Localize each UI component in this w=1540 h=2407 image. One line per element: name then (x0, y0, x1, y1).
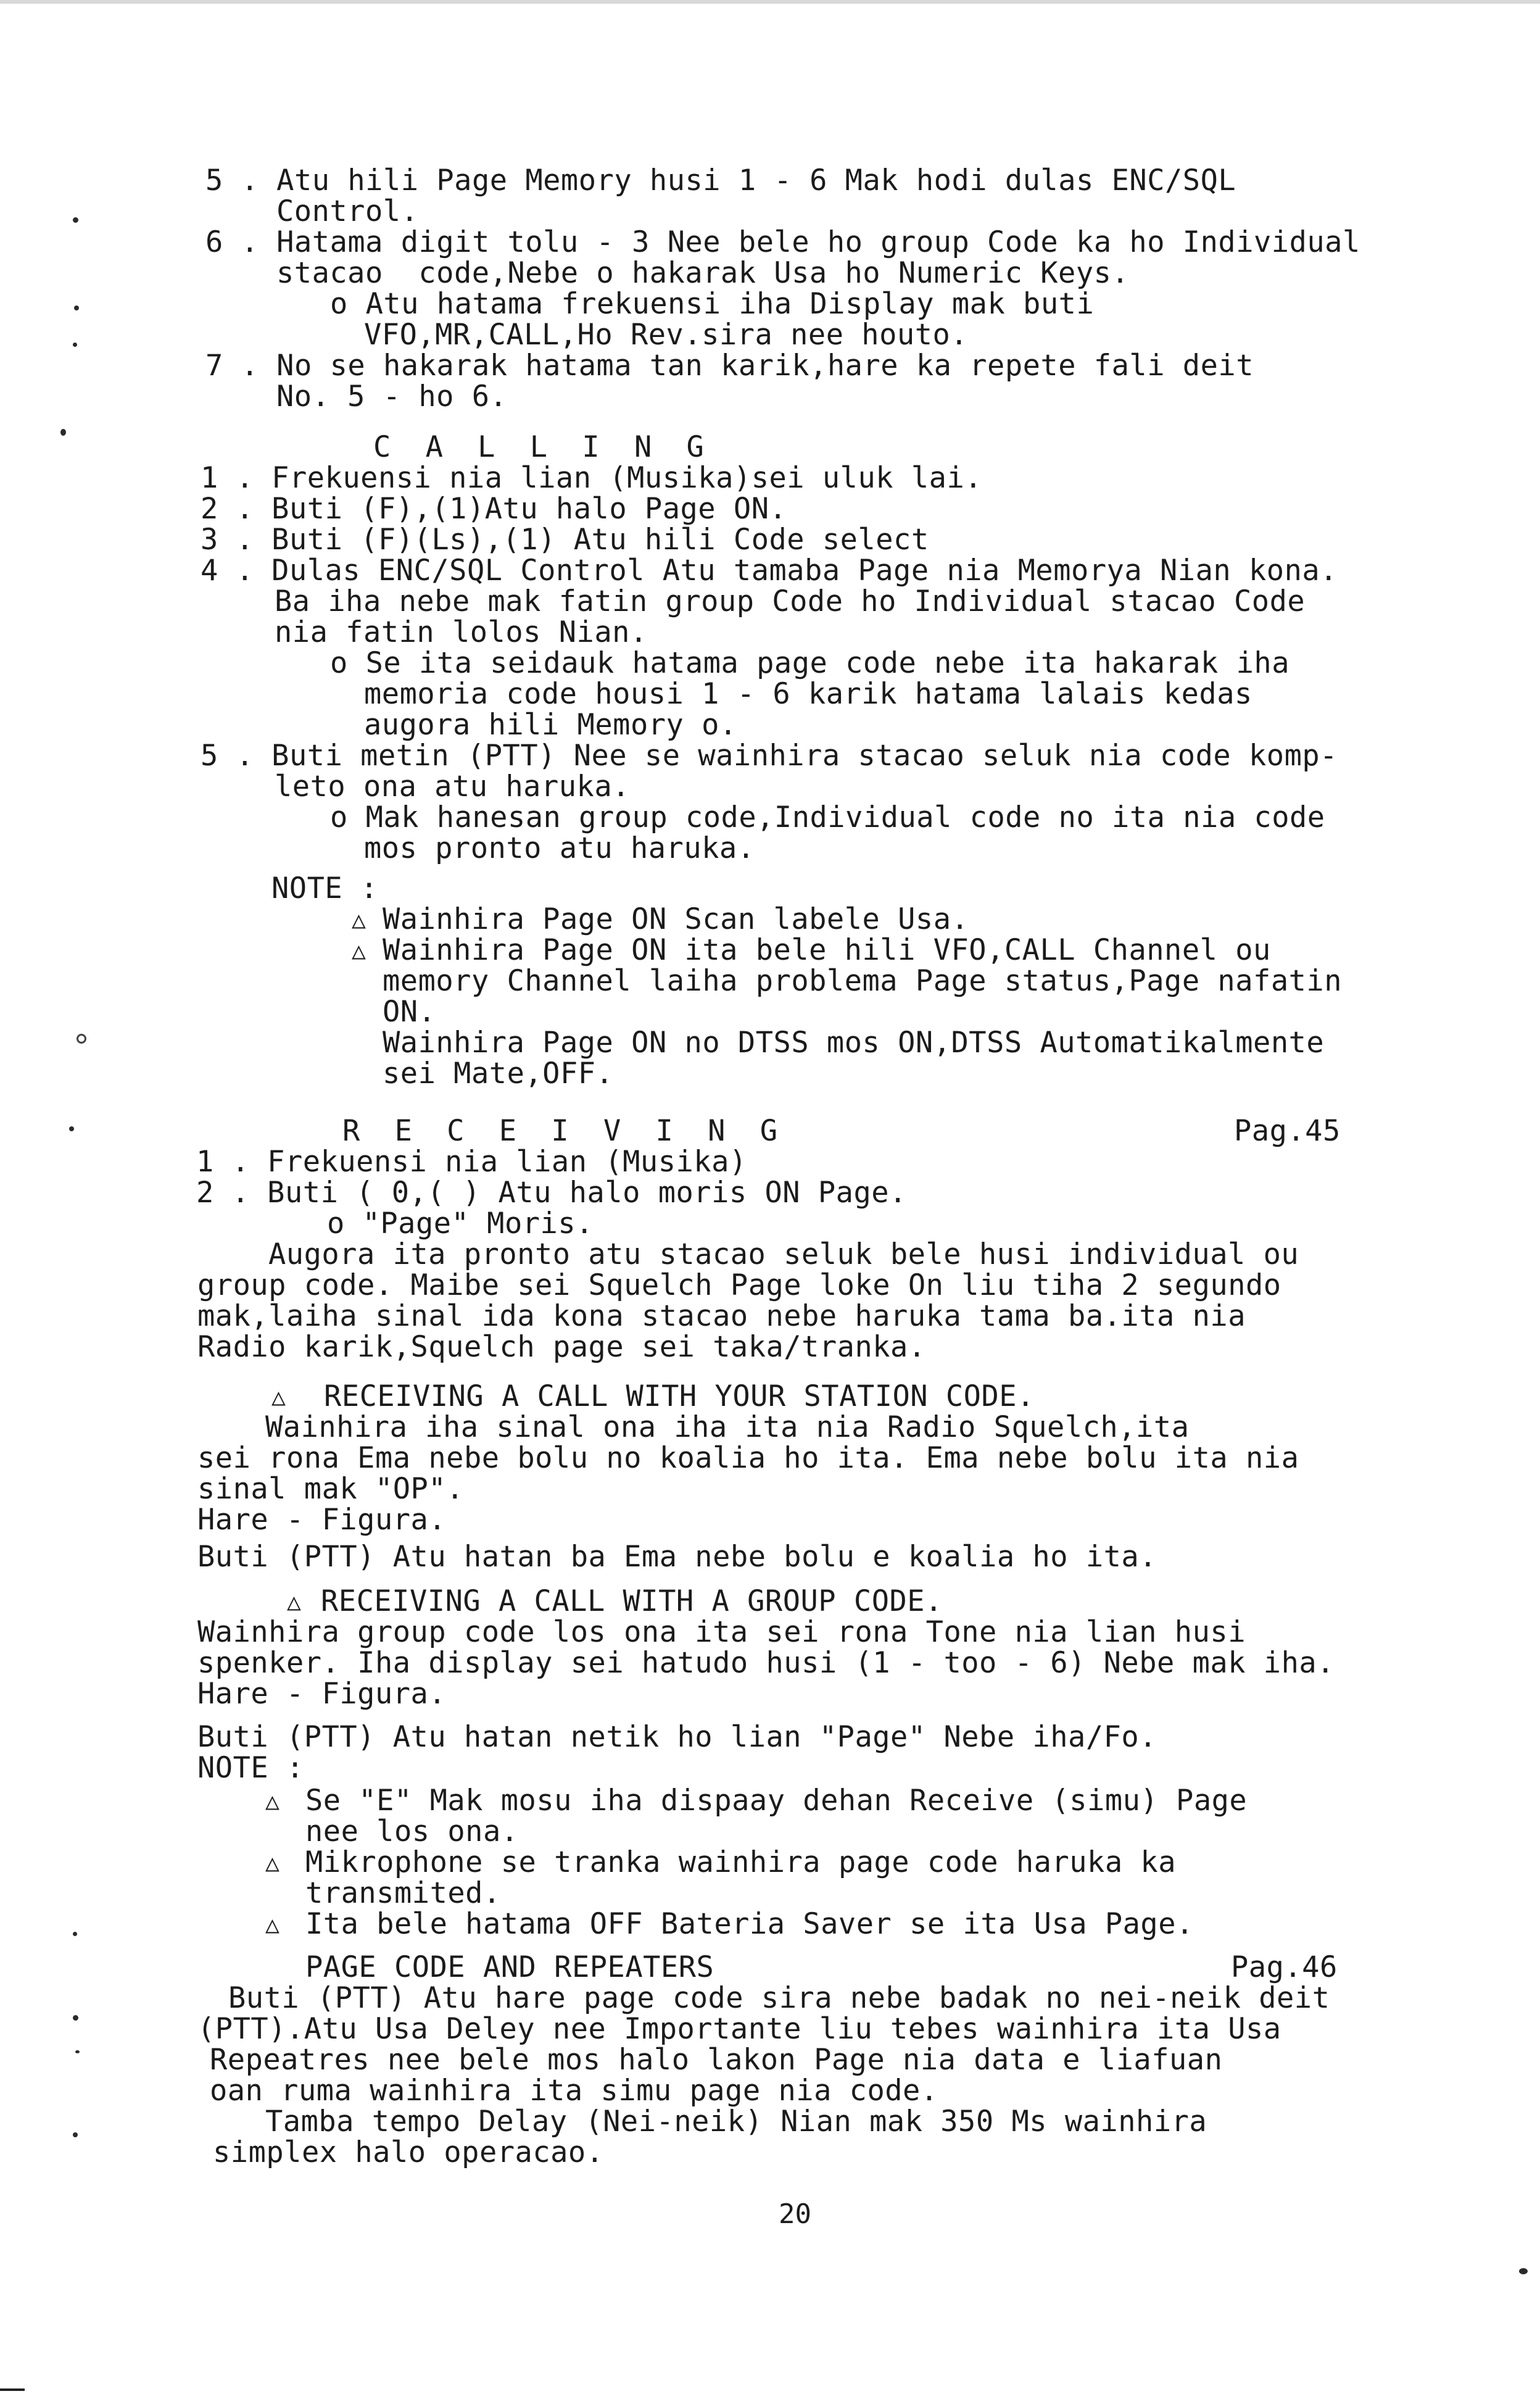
text-line: Augora ita pronto atu stacao seluk bele husi individual ou (268, 1237, 1299, 1271)
text-line: sei rona Ema nebe bolu no koalia ho ita. Ema nebe bolu ita nia (197, 1441, 1299, 1475)
scan-speck (73, 2015, 78, 2021)
scan-speck (69, 1126, 74, 1131)
scan-speck (73, 1932, 77, 1936)
text-line: 2 . Buti ( 0,( ) Atu halo moris ON Page. (196, 1176, 907, 1210)
scan-speck (73, 217, 78, 223)
text-line: RECEIVING A CALL WITH A GROUP CODE. (321, 1584, 943, 1618)
triangle-icon: △ (287, 1588, 302, 1615)
triangle-icon: △ (352, 906, 366, 933)
page-number: 20 (779, 2198, 811, 2230)
text-line: 5 . Buti metin (PTT) Nee se wainhira stacao seluk nia code komp- (201, 739, 1338, 773)
scan-speck (73, 343, 77, 347)
triangle-icon: △ (352, 937, 366, 964)
text-line: Hare - Figura. (197, 1503, 447, 1537)
text-line: leto ona atu haruka. (275, 770, 630, 804)
text-line: group code. Maibe sei Squelch Page loke On liu tiha 2 segundo (197, 1268, 1281, 1302)
text-line: 7 . No se hakarak hatama tan karik,hare ka repete fali deit (205, 349, 1254, 383)
scan-speck (77, 1034, 86, 1044)
text-line: nia fatin lolos Nian. (275, 615, 648, 649)
triangle-icon: △ (271, 1383, 286, 1410)
text-line: 5 . Atu hili Page Memory husi 1 - 6 Mak hodi dulas ENC/SQL (205, 164, 1236, 197)
text-line: Tamba tempo Delay (Nei-neik) Nian mak 350 Ms wainhira (265, 2105, 1207, 2139)
scan-top-edge (0, 0, 1540, 4)
scan-speck (1519, 2268, 1528, 2274)
text-line: NOTE : (271, 871, 378, 905)
text-line: No. 5 - ho 6. (276, 380, 508, 414)
text-line: (PTT).Atu Usa Deley nee Importante liu tebes wainhira ita Usa (197, 2012, 1281, 2046)
text-line: o Mak hanesan group code,Individual code no ita nia code (330, 800, 1325, 834)
text-line: 6 . Hatama digit tolu - 3 Nee bele ho group Code ka ho Individual (205, 225, 1360, 259)
text-line: oan ruma wainhira ita simu page nia code. (210, 2074, 938, 2108)
text-line: o "Page" Moris. (327, 1207, 594, 1241)
text-line: nee los ona. (305, 1815, 519, 1848)
text-line: 2 . Buti (F),(1)Atu halo Page ON. (201, 492, 787, 526)
text-line: Buti (PTT) Atu hare page code sira nebe badak no nei-neik deit (228, 1981, 1330, 2015)
text-line: RECEIVING A CALL WITH YOUR STATION CODE. (324, 1379, 1035, 1413)
text-line: VFO,MR,CALL,Ho Rev.sira nee houto. (364, 318, 969, 352)
text-line: 1 . Frekuensi nia lian (Musika) (196, 1145, 747, 1179)
text-line: Wainhira Page ON ita bele hili VFO,CALL Channel ou (383, 933, 1271, 967)
scan-bottom-edge (0, 2388, 25, 2391)
text-line: Ita bele hatama OFF Bateria Saver se ita Usa Page. (305, 1907, 1194, 1941)
text-line: 4 . Dulas ENC/SQL Control Atu tamaba Page nia Memorya Nian kona. (201, 554, 1338, 588)
text-line: Se "E" Mak mosu iha dispaay dehan Receive (simu) Page (305, 1784, 1248, 1818)
text-line: Control. (276, 194, 419, 228)
scan-speck (60, 429, 66, 436)
text-line: Radio karik,Squelch page sei taka/tranka. (197, 1330, 926, 1364)
section-title: R E C E I V I N G (342, 1114, 787, 1148)
text-line: Repeatres nee bele mos halo lakon Page nia data e liafuan (210, 2043, 1223, 2077)
text-line: NOTE : (197, 1751, 304, 1785)
text-line: mak,laiha sinal ida kona stacao nebe haruka tama ba.ita nia (197, 1299, 1246, 1333)
scan-speck (73, 2132, 78, 2137)
text-line: 1 . Frekuensi nia lian (Musika)sei uluk lai. (201, 461, 983, 495)
text-line: stacao code,Nebe o hakarak Usa ho Numeric Keys. (276, 256, 1130, 290)
triangle-icon: △ (265, 1787, 280, 1815)
scan-speck (74, 306, 79, 310)
page-ref: Pag.46 (1231, 1950, 1338, 1984)
text-line: memoria code housi 1 - 6 karik hatama lalais kedas (364, 677, 1252, 711)
triangle-icon: △ (265, 1849, 280, 1876)
text-line: ON. (383, 995, 436, 1029)
text-line: augora hili Memory o. (364, 708, 737, 742)
text-line: PAGE CODE AND REPEATERS (305, 1950, 714, 1984)
section-title: C A L L I N G (373, 430, 713, 464)
text-line: Buti (PTT) Atu hatan ba Ema nebe bolu e koalia ho ita. (197, 1540, 1157, 1574)
text-line: Wainhira Page ON Scan labele Usa. (383, 902, 969, 936)
text-line: sei Mate,OFF. (383, 1057, 614, 1091)
text-line: Ba iha nebe mak fatin group Code ho Individual stacao Code (275, 584, 1306, 618)
text-line: Mikrophone se tranka wainhira page code haruka ka (305, 1845, 1177, 1879)
text-line: 3 . Buti (F)(Ls),(1) Atu hili Code select (201, 523, 929, 557)
text-line: o Atu hatama frekuensi iha Display mak buti (330, 287, 1095, 321)
text-line: simplex halo operacao. (213, 2135, 604, 2169)
text-line: mos pronto atu haruka. (364, 831, 755, 865)
text-line: transmited. (305, 1876, 501, 1910)
text-line: Hare - Figura. (197, 1677, 447, 1711)
text-line: Wainhira Page ON no DTSS mos ON,DTSS Automatikalmente (383, 1026, 1325, 1060)
text-line: Buti (PTT) Atu hatan netik ho lian "Page" Nebe iha/Fo. (197, 1720, 1157, 1754)
text-line: o Se ita seidauk hatama page code nebe ita hakarak iha (330, 646, 1290, 680)
triangle-icon: △ (265, 1911, 280, 1938)
page-ref: Pag.45 (1234, 1114, 1341, 1148)
text-line: sinal mak "OP". (197, 1472, 464, 1506)
scan-speck (75, 2050, 80, 2053)
text-line: spenker. Iha display sei hatudo husi (1 - too - 6) Nebe mak iha. (197, 1646, 1335, 1680)
text-line: Wainhira group code los ona ita sei rona Tone nia lian husi (197, 1615, 1246, 1649)
text-line: memory Channel laiha problema Page status,Page nafatin (383, 964, 1343, 998)
text-line: Wainhira iha sinal ona iha ita nia Radio Squelch,ita (265, 1410, 1190, 1444)
